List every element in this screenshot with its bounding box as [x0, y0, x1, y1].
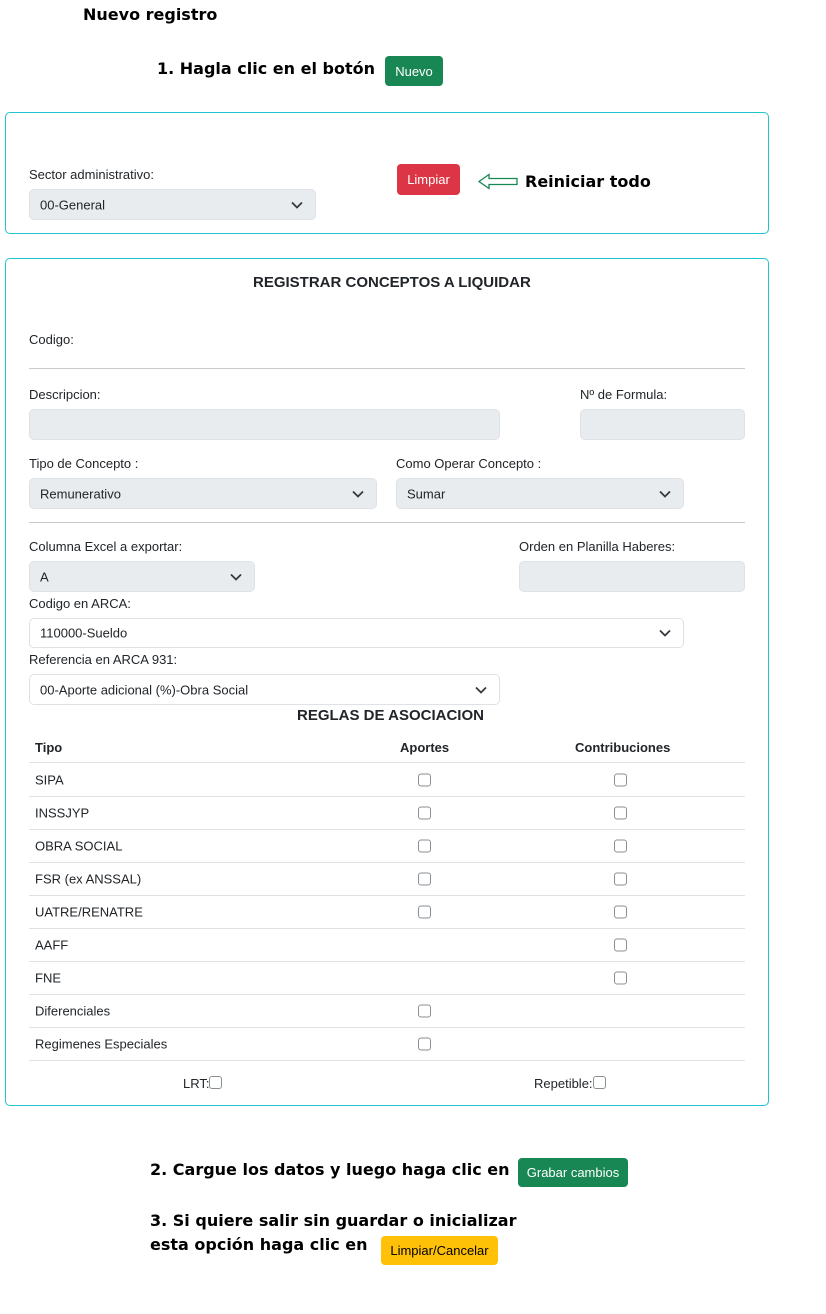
chevron-down-icon [352, 490, 364, 498]
rule-tipo-cell: Diferenciales [35, 1003, 111, 1019]
repetible-label: Repetible: [534, 1076, 593, 1091]
aportes-checkbox[interactable] [418, 873, 431, 886]
step2-text: 2. Cargue los datos y luego haga clic en [150, 1160, 510, 1179]
rule-tipo-cell: Regimenes Especiales [35, 1036, 168, 1052]
operar-concepto-select[interactable]: Sumar [396, 478, 684, 509]
limpiar-button[interactable]: Limpiar [397, 164, 460, 195]
formula-label: Nº de Formula: [580, 387, 668, 402]
lrt-checkbox[interactable] [209, 1076, 222, 1089]
limpiar-cancelar-button[interactable]: Limpiar/Cancelar [381, 1236, 498, 1265]
reset-hint-text: Reiniciar todo [525, 172, 651, 191]
referencia-arca931-select[interactable]: 00-Aporte adicional (%)-Obra Social [29, 674, 500, 705]
tipo-concepto-label: Tipo de Concepto : [29, 456, 139, 471]
formula-input[interactable] [580, 409, 745, 440]
descripcion-label: Descripcion: [29, 387, 101, 402]
orden-planilla-input[interactable] [519, 561, 745, 592]
descripcion-input[interactable] [29, 409, 500, 440]
aportes-checkbox[interactable] [418, 840, 431, 853]
col-tipo-header: Tipo [35, 740, 63, 755]
contribuciones-checkbox[interactable] [614, 906, 627, 919]
rule-tipo-cell: AAFF [35, 937, 69, 953]
table-header-divider [29, 762, 745, 763]
sector-label: Sector administrativo: [29, 167, 154, 182]
table-row [29, 863, 745, 896]
step1-text: 1. Hagla clic en el botón [157, 59, 375, 78]
contribuciones-checkbox[interactable] [614, 807, 627, 820]
orden-planilla-label: Orden en Planilla Haberes: [519, 539, 676, 554]
aportes-checkbox[interactable] [418, 807, 431, 820]
form-title: REGISTRAR CONCEPTOS A LIQUIDAR [253, 274, 531, 291]
table-row [29, 797, 745, 830]
sector-select[interactable] [29, 189, 316, 220]
table-row [29, 962, 745, 995]
step3-text-line1: 3. Si quiere salir sin guardar o inicializar [150, 1211, 517, 1230]
chevron-down-icon [475, 686, 487, 694]
rule-tipo-cell: UATRE/RENATRE [35, 904, 143, 920]
contribuciones-checkbox[interactable] [614, 972, 627, 985]
contribuciones-checkbox[interactable] [614, 873, 627, 886]
rule-tipo-cell: FSR (ex ANSSAL) [35, 871, 142, 887]
lrt-label: LRT: [183, 1076, 210, 1091]
col-contribuciones-header: Contribuciones [575, 740, 671, 755]
rule-tipo-cell: FNE [35, 970, 61, 986]
step3-text-line2: esta opción haga clic en [150, 1235, 368, 1254]
codigo-arca-label: Codigo en ARCA: [29, 596, 131, 611]
chevron-down-icon [230, 573, 242, 581]
codigo-label: Codigo: [29, 332, 74, 347]
col-aportes-header: Aportes [400, 740, 450, 755]
contribuciones-checkbox[interactable] [614, 939, 627, 952]
table-row [29, 764, 745, 797]
rule-tipo-cell: INSSJYP [35, 805, 90, 821]
divider [29, 522, 745, 523]
table-row [29, 995, 745, 1028]
aportes-checkbox[interactable] [418, 906, 431, 919]
contribuciones-checkbox[interactable] [614, 840, 627, 853]
chevron-down-icon [659, 490, 671, 498]
rules-title: REGLAS DE ASOCIACION [297, 707, 484, 724]
nuevo-button[interactable]: Nuevo [385, 56, 443, 86]
repetible-checkbox[interactable] [593, 1076, 606, 1089]
sector-value: 00-General [40, 197, 106, 212]
rule-tipo-cell: SIPA [35, 772, 64, 788]
table-row [29, 896, 745, 929]
columna-excel-select[interactable]: A [29, 561, 255, 592]
left-arrow-icon [478, 173, 518, 190]
table-row [29, 1028, 745, 1061]
aportes-checkbox[interactable] [418, 1038, 431, 1051]
divider [29, 368, 745, 369]
columna-excel-label: Columna Excel a exportar: [29, 539, 183, 554]
chevron-down-icon [659, 629, 671, 637]
tipo-concepto-select[interactable]: Remunerativo [29, 478, 377, 509]
aportes-checkbox[interactable] [418, 1005, 431, 1018]
referencia-arca931-label: Referencia en ARCA 931: [29, 652, 178, 667]
page-title: Nuevo registro [83, 5, 218, 24]
table-row [29, 929, 745, 962]
grabar-cambios-button[interactable]: Grabar cambios [518, 1158, 628, 1187]
chevron-down-icon [291, 201, 303, 209]
table-row [29, 830, 745, 863]
aportes-checkbox[interactable] [418, 774, 431, 787]
rule-tipo-cell: OBRA SOCIAL [35, 838, 123, 854]
codigo-arca-select[interactable]: 110000-Sueldo [29, 618, 684, 648]
contribuciones-checkbox[interactable] [614, 774, 627, 787]
operar-concepto-label: Como Operar Concepto : [396, 456, 542, 471]
